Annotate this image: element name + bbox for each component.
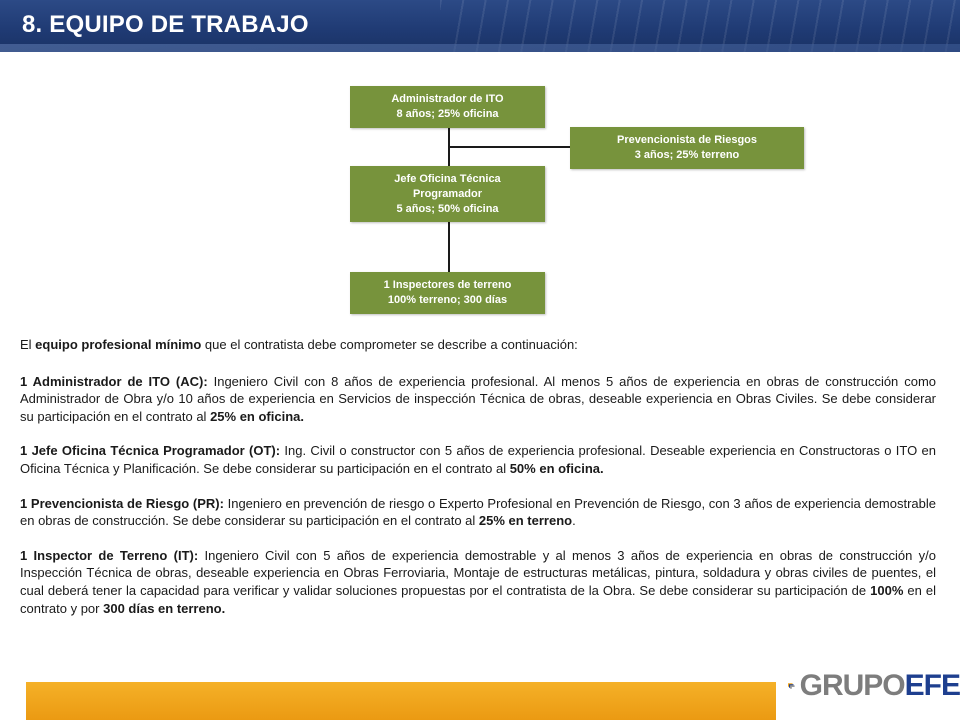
- intro-paragraph: [20, 336, 936, 354]
- footer-bar: [26, 682, 776, 720]
- role-text: Ingeniero en prevención de riesgo o Experto Profesional en Prevención de Riesgo, con 3 años de experiencia demostrable en obras de construcción. Se debe considerar su participación en el contrato al: [20, 495, 936, 529]
- connector-prevencionista: [448, 146, 572, 148]
- role-title: 1 Jefe Oficina Técnica Programador (OT):: [20, 443, 281, 459]
- role-title: 1 Inspector de Terreno (IT):: [20, 547, 199, 563]
- header-band: [0, 44, 960, 52]
- role-paragraph-jefe-oficina: [20, 442, 936, 477]
- intro-post: que el contratista debe comprometer se describe a continuación:: [201, 337, 578, 352]
- logo-efe: EFE: [904, 669, 960, 702]
- org-prev-line2: 3 años; 25% terreno: [634, 149, 740, 161]
- connector-jefe-inspectores: [448, 222, 450, 272]
- role-text: Ingeniero Civil con 8 años de experiencia profesional. Al menos 5 años de experiencia en obras de construcción como Administrador de Obra y/o 10 años de experiencia en Servicios de inspección Técnica de obras, deseable experiencia en Obras Civiles. Se debe considerar su participación en el contrato al: [20, 373, 937, 424]
- org-admin-line1: Administrador de ITO: [391, 93, 504, 105]
- org-box-inspectores: [350, 272, 545, 314]
- intro-pre: El: [20, 337, 36, 352]
- org-box-administrador: [350, 86, 545, 128]
- logo-wordmark: [800, 669, 960, 703]
- role-title: 1 Administrador de ITO (AC):: [20, 373, 208, 389]
- org-admin-line2: 8 años; 25% oficina: [396, 108, 499, 120]
- role-tail: .: [572, 513, 576, 529]
- org-jefe-line1: Jefe Oficina Técnica: [394, 172, 501, 185]
- intro-bold: equipo profesional mínimo: [35, 337, 202, 352]
- role-emphasis: 25% en terreno: [478, 513, 573, 529]
- role-paragraph-inspector: [20, 547, 936, 617]
- efe-logo-icon: [788, 662, 796, 710]
- role-emphasis: 50% en oficina.: [509, 460, 604, 476]
- body-text: [20, 336, 936, 634]
- org-prev-line1: Prevencionista de Riesgos: [617, 134, 757, 146]
- org-insp-line2: 100% terreno; 300 días: [387, 294, 508, 306]
- org-box-prevencionista: [570, 127, 804, 169]
- logo-grupo: GRUPO: [799, 669, 905, 702]
- org-jefe-line3: 5 años; 50% oficina: [396, 202, 499, 215]
- role-paragraph-administrador: [20, 373, 936, 426]
- org-insp-line1: 1 Inspectores de terreno: [383, 279, 512, 291]
- header-banner: [0, 0, 960, 52]
- role-text: Ing. Civil o constructor con 5 años de experiencia profesional. Deseable experiencia en Constructoras o ITO en Oficina Técnica y Planificación. Se debe considerar su participación en el contrato al: [20, 443, 936, 476]
- page-title: 8. EQUIPO DE TRABAJO: [22, 11, 309, 38]
- role-mid: en el contrato y por: [20, 582, 936, 616]
- org-jefe-line2: Programador: [412, 187, 483, 200]
- role-emphasis: 25% en oficina.: [210, 408, 304, 424]
- role-title: 1 Prevencionista de Riesgo (PR):: [20, 495, 224, 511]
- role-emphasis-2: 300 días en terreno.: [103, 600, 226, 616]
- role-emphasis: 100%: [870, 582, 904, 598]
- role-text: Ingeniero Civil con 5 años de experiencia demostrable y al menos 3 años de experiencia en obras de construcción y/o Inspección Técnica de obras, deseable experiencia en Obras Ferroviaria, Montaje de estructuras metálicas, pintura, soldadura y obras civiles de puentes, el cual deberá tener la capacidad para verificar y validar soluciones propuestas por el contratista de la Obra. Se debe considerar su participación de: [20, 547, 937, 598]
- role-paragraph-prevencionista: [20, 495, 936, 530]
- org-box-jefe-oficina: [350, 166, 545, 222]
- grupo-efe-logo: [786, 652, 960, 720]
